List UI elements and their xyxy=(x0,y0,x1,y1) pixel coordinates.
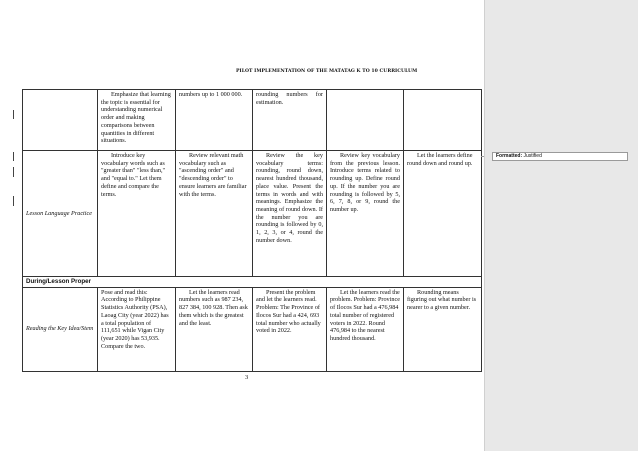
table-cell: Introduce key vocabulary words such as "greater than" "less than," and "equal to." Let them define and compare the terms. xyxy=(98,151,176,277)
section-heading: During/Lesson Proper xyxy=(23,277,482,288)
row-label: Lesson Language Practice xyxy=(23,151,98,277)
table-cell: Rounding means figuring out what number is nearer to a given number. xyxy=(404,287,482,371)
problem-statement: Problem: The Province of Ilocos Sur had a 424, 693 total number who actually voted in 2022. xyxy=(256,304,321,335)
table-cell xyxy=(327,90,404,151)
table-cell: Emphasize that learning the topic is essential for understanding numerical order and making comparisons between quantities in different situations. xyxy=(98,90,176,151)
row-label: Reading the Key Idea/Stem xyxy=(23,287,98,371)
section-row xyxy=(23,277,482,288)
table-cell xyxy=(404,90,482,151)
change-bar xyxy=(13,167,14,177)
table-row xyxy=(23,151,482,277)
page-number: 3 xyxy=(245,374,249,381)
table-cell: Let the learners define round down and round up. xyxy=(404,151,482,277)
markup-pane xyxy=(484,0,638,451)
format-comment-balloon[interactable] xyxy=(492,152,628,161)
table-cell: Pose and read this: According to Philippine Statistics Authority (PSA), Laoag City (year 2022) has a total population of 111,651 while Vigan City (year 2020) has 53,935. Compare the two. xyxy=(98,287,176,371)
change-bar xyxy=(13,152,14,161)
lesson-plan-table xyxy=(22,89,482,372)
table-row xyxy=(23,287,482,371)
table-cell: Review key vocabulary from the previous lesson. Introduce terms related to rounding up. Define round up. If the number you are rounding is followed by 5, 6, 7, 8, or 9, round the number up. xyxy=(327,151,404,277)
table-cell: Review relevant math vocabulary such as "ascending order" and "descending order" to ensure learners are familiar with the terms. xyxy=(176,151,253,277)
table-cell: Let the learners read numbers such as 987 234, 827 384, 100 928. Then ask them which is the greatest and the least. xyxy=(176,287,253,371)
table-cell: rounding numbers for estimation. xyxy=(253,90,327,151)
table-row xyxy=(23,90,482,151)
change-bar xyxy=(13,110,14,119)
problem-intro: Present the problem and let the learners read. xyxy=(256,288,317,304)
change-bar xyxy=(13,196,14,206)
comment-label: Formatted: xyxy=(496,153,523,159)
comment-value: Justified xyxy=(523,153,542,159)
running-header: PILOT IMPLEMENTATION OF THE MATATAG K TO 10 CURRICULUM xyxy=(236,69,418,74)
row-label xyxy=(23,90,98,151)
table-cell: numbers up to 1 000 000. xyxy=(176,90,253,151)
table-cell: Review the key vocabulary terms: rounding, round down, nearest hundred thousand, place value. Present the terms in words and with meanings. Emphasize the meaning of round down. If the number you are rounding is followed by 0, 1, 2, 3, or 4, round the number down. xyxy=(253,151,327,277)
table-cell xyxy=(253,287,327,371)
table-cell: Let the learners read the problem. Problem: Province of Ilocos Sur had a 476,984 total number of registered voters in 2022. Round 476,984 to the nearest hundred thousand. xyxy=(327,287,404,371)
